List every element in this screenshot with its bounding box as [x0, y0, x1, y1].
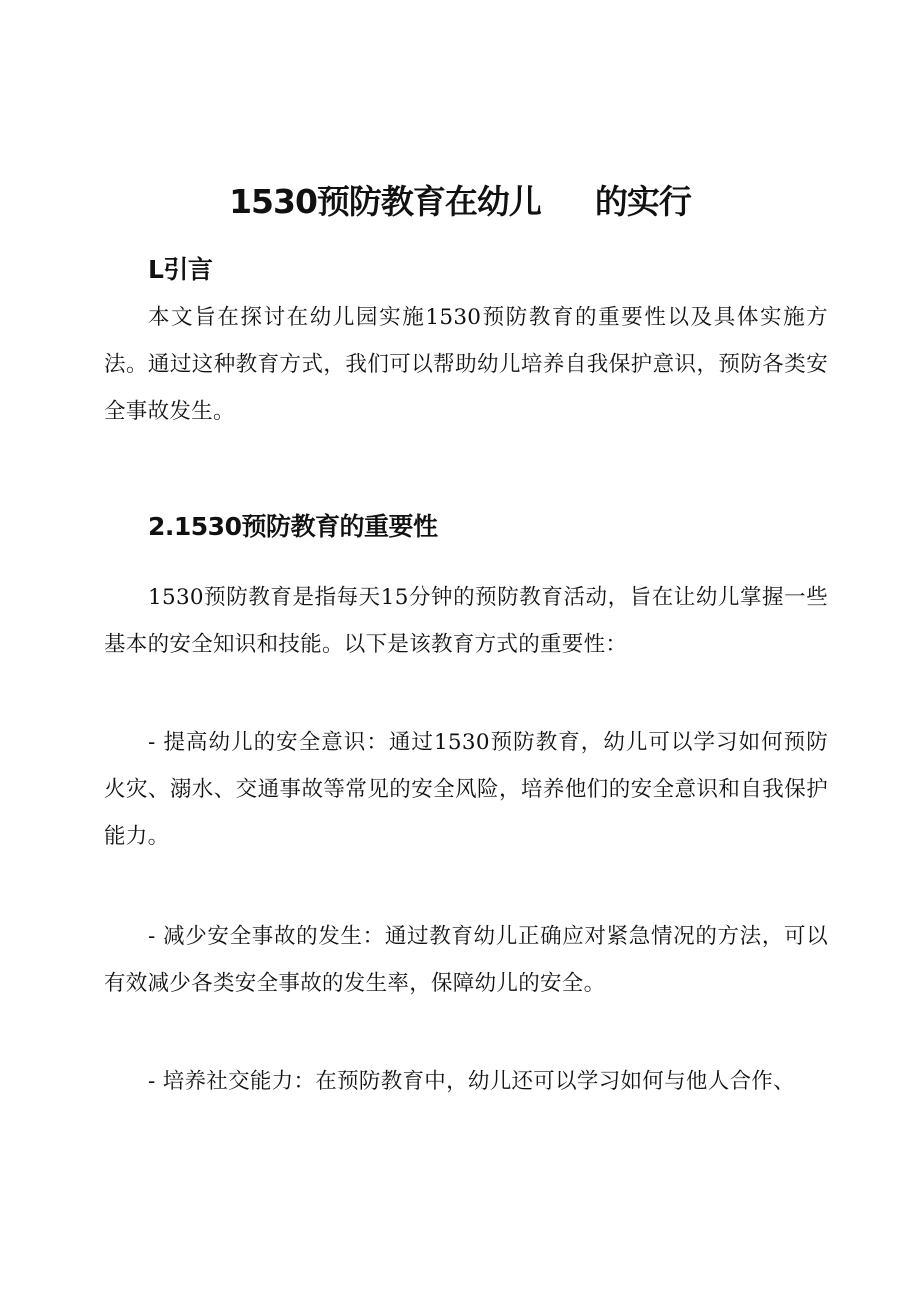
- title-text-part1: 1530预防教育在幼儿: [229, 182, 541, 221]
- paragraph-bullet-social-skills: - 培养社交能力：在预防教育中，幼儿还可以学习如何与他人合作、: [148, 1069, 795, 1094]
- paragraph-definition: 1530预防教育是指每天15分钟的预防教育活动，旨在让幼儿掌握一些基本的安全知识和技能。以下是该教育方式的重要性：: [104, 585, 828, 657]
- section-heading-introduction: L引言: [148, 255, 213, 284]
- paragraph-bullet-safety-awareness: - 提高幼儿的安全意识：通过1530预防教育，幼儿可以学习如何预防火灾、溺水、交通事故等常见的安全风险，培养他们的安全意识和自我保护能力。: [104, 730, 828, 849]
- document-title: [0, 176, 920, 223]
- paragraph-introduction: 本文旨在探讨在幼儿园实施1530预防教育的重要性以及具体实施方法。通过这种教育方式，我们可以帮助幼儿培养自我保护意识，预防各类安全事故发生。: [104, 305, 828, 424]
- paragraph-bullet-reduce-accidents: - 减少安全事故的发生：通过教育幼儿正确应对紧急情况的方法，可以有效减少各类安全事故的发生率，保障幼儿的安全。: [104, 924, 828, 996]
- title-text-part2: 的实行: [594, 182, 691, 221]
- section-heading-importance: 2.1530预防教育的重要性: [148, 512, 438, 541]
